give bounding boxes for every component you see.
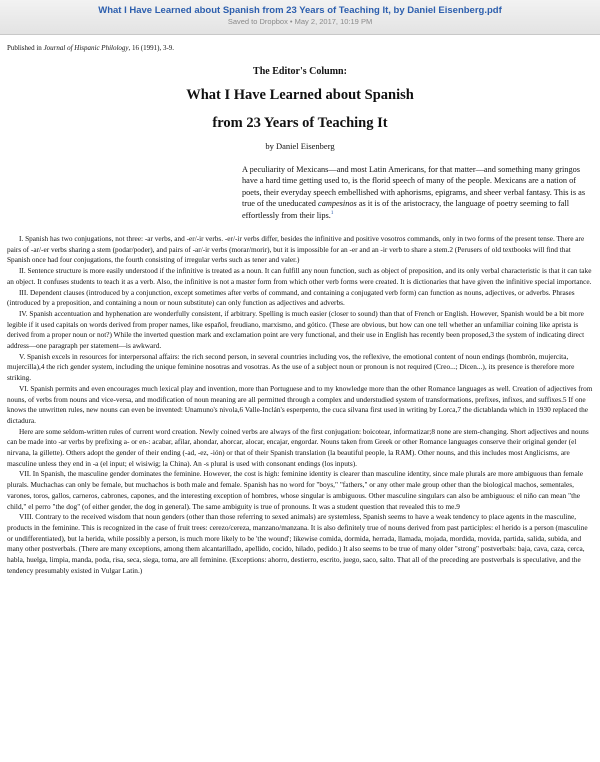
epigraph-part-b: as it is of the aristocracy, the language of poetry seeming to fall effortlessly from their lips. — [242, 199, 570, 220]
paragraph-2: II. Sentence structure is more easily understood if the infinitive is treated as a noun. It can fulfill any noun function, such as object of preposition, and its only verbal characteristic is that it can take an object. It confuses students to teach it as a verb. Also, the infinitive is not a master form from which other verb forms were created. It is dictionaries that have given the infinitive special importance. — [7, 266, 592, 286]
article-body — [7, 234, 595, 577]
paragraph-1: I. Spanish has two conjugations, not three: -ar verbs, and -er/-ir verbs. -er/-ir verbs differ, besides the infinitive and positive vosotros commands, only in two forms of the present tense. There are pairs of -ar/-er verbs sharing a stem (podar/poder), and pairs of -ar/-ir verbs (morar/morir), but it is impossible for an -er and an -ir verb to share a stem.2 (Perusers of old textbooks will find that Spanish once had four conjugations, the fourth consisting of irregular verbs such as tener and valer.) — [7, 234, 585, 265]
window-titlebar — [0, 0, 600, 35]
article-title-line-1: What I Have Learned about Spanish — [186, 87, 414, 103]
pdf-page — [0, 34, 600, 762]
epigraph-text — [242, 164, 594, 221]
paragraph-5: V. Spanish excels in resources for interpersonal affairs: the rich second person, in several countries including vos, the reflexive, the emotional content of noun endings (hombrón, mujercita, mujercilla),4 the rich gender system, including the unique feminine nosotras and vosotras. As the use of a subject noun or pronoun is not required (Creo...; Dicen...), its presence is therefore more striking. — [7, 351, 575, 383]
paragraph-4: IV. Spanish accentuation and hyphenation are wonderfully consistent, if arbitrary. Spelling is much easier (closer to sound) than that of French or English. However, Spanish would be a bit more legible if it used capitals on words derived from proper names, like español, freudiano, marxismo, and gótico. (These are obvious, but how can one tell whether an unfamiliar coining like aprista is derived from a proper noun or not?) While the inverted question mark and exclamation point are very functional, and their use in English has recently been proposed,3 the system of indicating direct address—one paragraph per statement—is awkward. — [7, 308, 585, 351]
paragraph-3: III. Dependent clauses (introduced by a conjunction, except sometimes after verbs of command, and containing a conjugated verb form) can function as nouns, adjectives, or adverbs. Phrases (introduced by a preposition, and containing a noun or noun substitute) can only function as adjectives and adverbs. — [7, 287, 575, 308]
footnote-link-1[interactable]: 1 — [330, 209, 334, 216]
epigraph — [242, 164, 594, 221]
paragraph-6: VI. Spanish permits and even encourages much lexical play and invention, more than Portuguese and to my knowledge more than the other Romance languages as well. Creation of adjectives from nouns, of verbs from nouns and vice-versa, and modification of noun meaning are all permitted through a complex and understudied system of transformations, prefixes, infixes, and suffixes.5 If one knows the unwritten rules, new nouns can even be invented: Unamuno's nivola,6 Valle-Inclán's esperpento, the cuca silvana first used in writing by Lorca,7 the dictablanda which in 1930 replaced the dictadura. — [7, 383, 593, 425]
paragraph-7: Here are some seldom-written rules of current word creation. Newly coined verbs are always of the first conjugation: boicotear, informatizar;8 none are stem-changing. Short adjectives and nouns can be made into -ar verbs by prefixing a- or en-: acabar, afilar, ahondar, ahorcar, alocar, encajar, engordar. Nouns taken from Greek or other Romance languages conserve their original gender (el nirvana, la gillette). Others adopt the gender of their ending (-ad, -ez, -ión) or that of their Spanish translation (la beautiful people, la RAM). Other nouns, and this includes most Anglicisms, are masculine unless they end in -a (el input; el wisiwig; la China). An -s plural is used with consonant endings (los inputs). — [7, 426, 589, 468]
published-prefix: Published in — [7, 44, 44, 52]
article-title-line-2: from 23 Years of Teaching It — [212, 115, 388, 131]
published-suffix: , 16 (1991), 3-9. — [128, 44, 175, 52]
published-journal: Journal of Hispanic Philology — [43, 44, 129, 52]
publication-note — [7, 44, 174, 52]
paragraph-9: VIII. Contrary to the received wisdom that noun genders (other than those referring to sexed animals) are systemless, Spanish seems to have a weak tendency to place agents in the masculine, products in the feminine. This is recognized in the case of fruit trees: cerezo/cereza, manzano/manzana. It is also definitely true of nouns derived from past participles: el herido is a person (masculine or undifferentiated), but la herida, while possibly a person, is much more likely to be 'the wound'; likewise comida, dormida, herrada, llamada, mojada, mordida, movida, partida, salida, subida, and many other postverbals. (There are many exceptions, among them alcantarillado, apellido, cocido, hilado, pedido.) It also seems to be true of many older "strong" postverbals: baja, cava, caza, cerca, habla, huelga, limpia, manda, poda, risa, seca, siega, toma, are all feminine. (Exceptions: ahorro, destierro, escrito, juego, saco, salto. That all of the preceding are postverbals is speculative, and the tendency presumably existed in Vulgar Latin.) — [7, 512, 588, 575]
epigraph-italic: campesinos — [318, 199, 357, 209]
byline: by Daniel Eisenberg — [265, 141, 335, 151]
window-title: What I Have Learned about Spanish from 23 Years of Teaching It, by Daniel Eisenberg.pdf — [98, 5, 502, 16]
paragraph-8: VII. In Spanish, the masculine gender dominates the feminine. However, the cost is high: feminine identity is clearer than masculine identity, since male plurals are more ambiguous than female plurals. Muchachas can only be female, but muchachos is both male and female. Spanish has no word for "boys," "fathers," or any other male group other than the biological machos, sementales, varones, toros, gallos, carneros, cabrones, capones, and the interesting exception of hombres, whose singular is ambiguous. Other masculine singulars can also be ambiguous: el niño can mean "the child," el perro "the dog" (of either gender, the dog in general). The same ambiguity is true of pronouns. It was a student question that revealed this to me.9 — [7, 469, 583, 511]
epigraph-part-a: A peculiarity of Mexicans—and most Latin Americans, for that matter—and something many gringos have a hard time getting used to, is the florid speech of many of the people. Mexicans are a nation of poets, their everyday speech embellished with aphorisms, epigrams, and sheer verbal fantasy. This is as true of the uneducated — [242, 165, 586, 209]
window-subtitle: Saved to Dropbox • May 2, 2017, 10:19 PM — [227, 17, 373, 26]
column-heading: The Editor's Column: — [253, 66, 347, 77]
